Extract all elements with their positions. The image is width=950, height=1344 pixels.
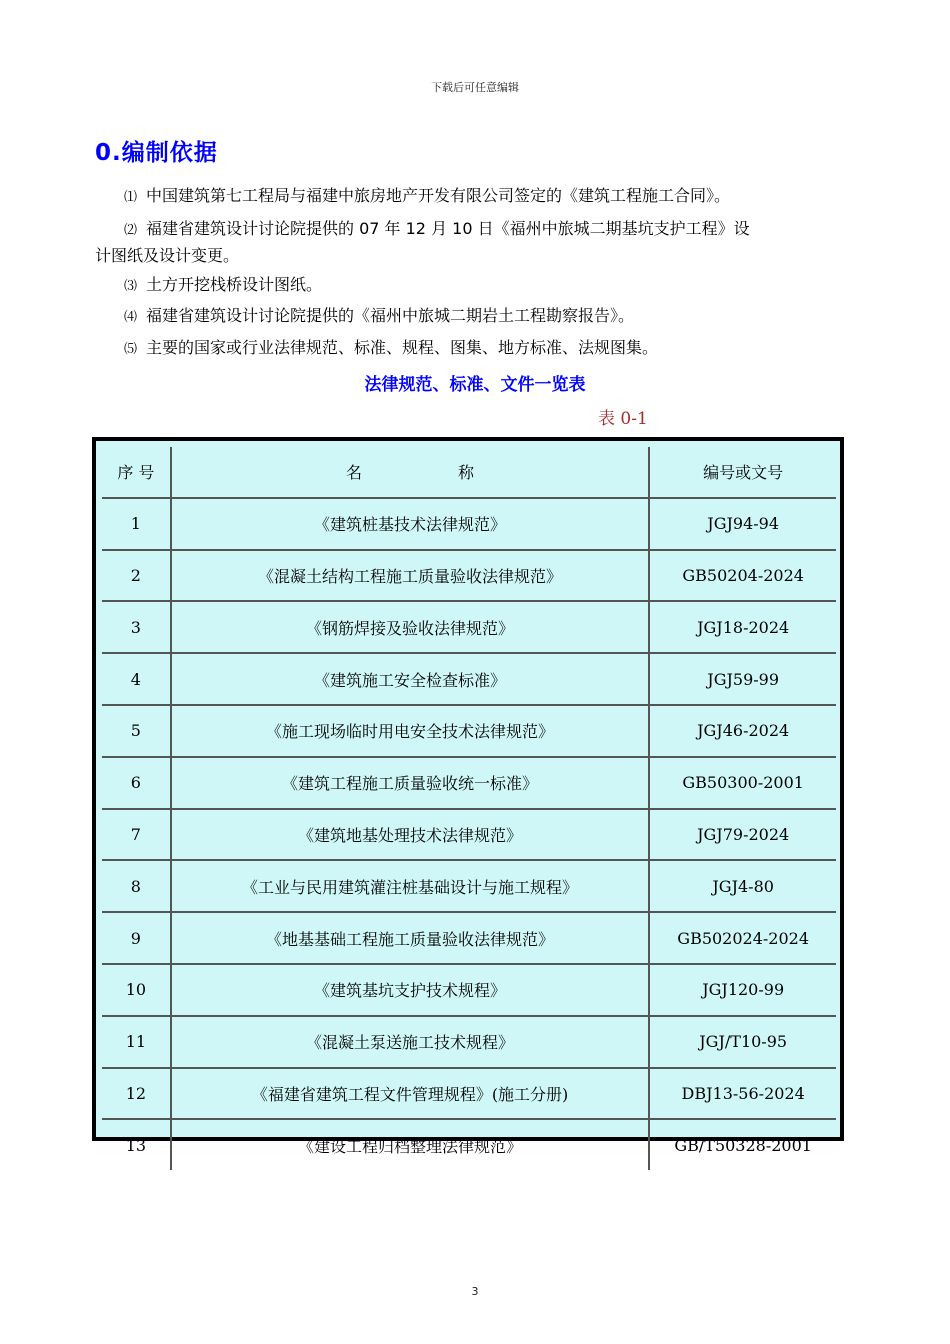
regulations-table-frame bbox=[92, 437, 844, 1156]
basis-item-2 bbox=[95, 216, 860, 268]
table-row bbox=[102, 551, 836, 603]
cell-name: 《施工现场临时用电安全技术法律规范》 bbox=[172, 706, 651, 758]
cell-code: JGJ18-2024 bbox=[650, 602, 836, 654]
cell-code: JGJ94-94 bbox=[650, 499, 836, 551]
cell-name: 《建设工程归档整理法律规范》 bbox=[172, 1120, 651, 1170]
table-row bbox=[102, 810, 836, 862]
cell-name: 《建筑地基处理技术法律规范》 bbox=[172, 810, 651, 862]
cell-name: 《混凝土泵送施工技术规程》 bbox=[172, 1017, 651, 1069]
cell-code: GB50204-2024 bbox=[650, 551, 836, 603]
item-number: ⑸ bbox=[124, 342, 138, 357]
cell-code: JGJ/T10-95 bbox=[650, 1017, 836, 1069]
cell-code: DBJ13-56-2024 bbox=[650, 1069, 836, 1121]
cell-name: 《建筑工程施工质量验收统一标准》 bbox=[172, 758, 651, 810]
item-text: 福建省建筑设计讨论院提供的《福州中旅城二期岩土工程勘察报告》。 bbox=[146, 306, 635, 325]
cell-seq: 13 bbox=[102, 1120, 172, 1170]
table-row bbox=[102, 913, 836, 965]
basis-item-4 bbox=[124, 303, 860, 330]
cell-name: 《钢筋焊接及验收法律规范》 bbox=[172, 602, 651, 654]
item-number: ⑴ bbox=[124, 190, 138, 205]
cell-code: JGJ4-80 bbox=[650, 861, 836, 913]
cell-name: 《混凝土结构工程施工质量验收法律规范》 bbox=[172, 551, 651, 603]
item-text: 土方开挖栈桥设计图纸。 bbox=[146, 275, 323, 294]
cell-seq: 1 bbox=[102, 499, 172, 551]
cell-seq: 4 bbox=[102, 654, 172, 706]
cell-name: 《地基基础工程施工质量验收法律规范》 bbox=[172, 913, 651, 965]
cell-code: GB/T50328-2001 bbox=[674, 1135, 812, 1155]
cell-seq: 7 bbox=[102, 810, 172, 862]
header-code: 编号或文号 bbox=[650, 447, 836, 499]
header-name: 名 称 bbox=[172, 447, 651, 499]
table-row bbox=[102, 861, 836, 913]
cell-seq: 12 bbox=[102, 1069, 172, 1121]
table-row bbox=[102, 758, 836, 810]
cell-code: JGJ59-99 bbox=[650, 654, 836, 706]
cell-seq: 8 bbox=[102, 861, 172, 913]
table-title: 法律规范、标准、文件一览表 bbox=[364, 375, 586, 395]
item-text: 中国建筑第七工程局与福建中旅房地产开发有限公司签定的《建筑工程施工合同》。 bbox=[146, 186, 731, 205]
item-number: ⑵ bbox=[124, 223, 138, 238]
item-text-continued: 计图纸及设计变更。 bbox=[95, 246, 240, 265]
section-title: 0.编制依据 bbox=[95, 140, 218, 166]
cell-seq: 11 bbox=[102, 1017, 172, 1069]
cell-code: JGJ120-99 bbox=[650, 965, 836, 1017]
cell-name: 《建筑施工安全检查标准》 bbox=[172, 654, 651, 706]
cell-name: 《工业与民用建筑灌注桩基础设计与施工规程》 bbox=[172, 861, 651, 913]
table-row bbox=[102, 499, 836, 551]
cell-seq: 3 bbox=[102, 602, 172, 654]
basis-item-3 bbox=[124, 272, 860, 299]
header-seq: 序 号 bbox=[102, 447, 172, 499]
cell-seq: 9 bbox=[102, 913, 172, 965]
table-row bbox=[102, 1069, 836, 1121]
cell-seq: 5 bbox=[102, 706, 172, 758]
regulations-table bbox=[102, 447, 836, 1170]
item-number: ⑶ bbox=[124, 279, 138, 294]
table-number: 表 0-1 bbox=[598, 409, 648, 429]
cell-code: JGJ79-2024 bbox=[650, 810, 836, 862]
table-header-row bbox=[102, 447, 836, 499]
cell-code: JGJ46-2024 bbox=[650, 706, 836, 758]
table-row bbox=[102, 1120, 836, 1170]
page-number: 3 bbox=[471, 1285, 479, 1298]
table-row bbox=[102, 965, 836, 1017]
cell-code: GB502024-2024 bbox=[650, 913, 836, 965]
cell-name: 《福建省建筑工程文件管理规程》(施工分册) bbox=[172, 1069, 651, 1121]
table-row bbox=[102, 602, 836, 654]
item-text: 主要的国家或行业法律规范、标准、规程、图集、地方标准、法规图集。 bbox=[146, 338, 659, 357]
cell-name: 《建筑基坑支护技术规程》 bbox=[172, 965, 651, 1017]
cell-seq: 10 bbox=[102, 965, 172, 1017]
item-text: 福建省建筑设计讨论院提供的 07 年 12 月 10 日《福州中旅城二期基坑支护工程》设 bbox=[146, 219, 750, 238]
table-row bbox=[102, 706, 836, 758]
item-number: ⑷ bbox=[124, 310, 138, 325]
basis-item-5 bbox=[124, 335, 860, 362]
basis-item-1 bbox=[124, 183, 860, 210]
cell-seq: 6 bbox=[102, 758, 172, 810]
table-row bbox=[102, 1017, 836, 1069]
cell-seq: 2 bbox=[102, 551, 172, 603]
cell-code: GB50300-2001 bbox=[650, 758, 836, 810]
cell-name: 《建筑桩基技术法律规范》 bbox=[172, 499, 651, 551]
header-note: 下载后可任意编辑 bbox=[431, 81, 519, 94]
table-row bbox=[102, 654, 836, 706]
